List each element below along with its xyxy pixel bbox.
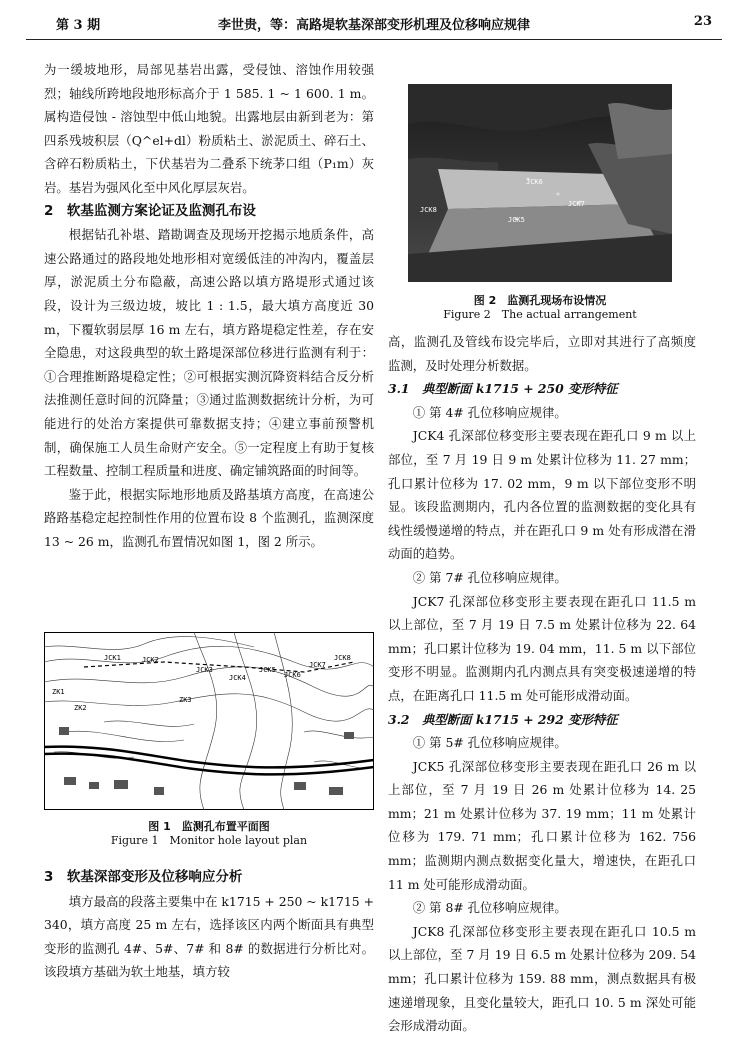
right-column <box>388 330 696 1038</box>
paragraph: 根据钻孔补堪、踏勘调查及现场开挖揭示地质条件，高速公路通过的路段地处地形相对宽缓低洼的冲沟内，覆盖层厚，淤泥质土分布隐蔽，高速公路以填方路堤形式通过该段，设计为三级边坡，坡比 1 : 1.5，最大填方高度近 30 m，下覆软弱层厚 16 m 左右，填方路堤稳定性差，存在安全隐患，对这段典型的软土路堤深部位移进行监测有利于：①合理推断路堤稳定性；②可根据实测沉降资料结合反分析法推测任意时间的沉降量；③通过监测数据统计分析，为可能进行的处治方案提供可靠数据支持；④建立事前预警机制，确保施工人员生命财产安全。⑤一定程度上有助于复核工程数量、控制工程质量和进度、确定铺筑路面的时间等。 <box>44 227 374 479</box>
map-label: JCK5 <box>259 666 276 674</box>
map-label: ZK3 <box>179 696 192 704</box>
left-column-bottom <box>44 866 374 984</box>
issue-number: 第 3 期 <box>56 18 101 33</box>
layout-plan-drawing <box>44 632 374 810</box>
photo-label: JCK8 <box>420 206 437 214</box>
running-header <box>26 10 722 36</box>
photo-label: JCK7 <box>568 200 585 208</box>
paragraph: 为一缓坡地形，局部见基岩出露，受侵蚀、溶蚀作用较强烈；轴线所跨地段地形标高介于 1 585. 1 ~ 1 600. 1 m。属构造侵蚀 - 溶蚀型中低山地貌。出露地层由新到老为：第四系残坡积层（Q^el+dl）粉质粘土、淤泥质土、碎石土、含碎石粉质粘土，下伏基岩为二叠系下统茅口组（P₁m）灰岩。基岩为强风化至中风化厚层灰岩。 <box>44 62 374 195</box>
paragraph: 鉴于此，根据实际地形地质及路基填方高度，在高速公路路基稳定起控制性作用的位置布设 8 个监测孔，监测深度 13 ~ 26 m，监测孔布置情况如图 1，图 2 所示。 <box>44 486 374 549</box>
subsection-heading: 3.2 典型断面 k1715 + 292 变形特征 <box>388 711 618 727</box>
map-label: JCK2 <box>142 656 159 664</box>
figure-1-map <box>44 632 374 810</box>
header-rule <box>26 39 722 40</box>
paragraph: 填方最高的段落主要集中在 k1715 + 250 ~ k1715 + 340，填方高度 25 m 左右，选择该区内两个断面具有典型变形的监测孔 4#、5#、7# 和 8# 的数据进行分析比对。该段填方基础为软土地基，填方较 <box>44 893 374 980</box>
map-label: ZK2 <box>74 704 87 712</box>
figure-2-photo <box>408 84 672 282</box>
section-heading: 3 软基深部变形及位移响应分析 <box>44 869 243 885</box>
map-label: ZK1 <box>52 688 65 696</box>
subsubsection-heading: ② 第 8# 孔位移响应规律。 <box>412 900 567 916</box>
photo-label: JCK5 <box>508 216 525 224</box>
caption-zh: 图 1 监测孔布置平面图 <box>148 820 270 833</box>
subsection-heading: 3.1 典型断面 k1715 + 250 变形特征 <box>388 381 618 397</box>
map-label: JCK4 <box>229 674 246 682</box>
map-label: JCK8 <box>334 654 351 662</box>
figure-2-caption <box>388 294 692 322</box>
map-label: JCK1 <box>104 654 121 662</box>
paragraph: 高，监测孔及管线布设完毕后，立即对其进行了高频度监测，及时处理分析数据。 <box>388 334 696 373</box>
photo-label: JCK6 <box>526 178 543 186</box>
subsubsection-heading: ① 第 4# 孔位移响应规律。 <box>412 404 567 420</box>
map-label: JCK3 <box>196 666 213 674</box>
paragraph: JCK4 孔深部位移变形主要表现在距孔口 9 m 以上部位，至 7 月 19 日 9 m 处累计位移为 11. 27 mm；孔口累计位移为 17. 02 mm，9 m 以下部位变形不明显。该段监测期内，孔内各位置的监测数据的变化具有线性缓慢递增的特点，并在距孔口 9 m 处有形成潜在滑动面的趋势。 <box>388 428 696 562</box>
caption-en: Figure 2 The actual arrangement <box>443 308 637 321</box>
page-number: 23 <box>693 14 712 29</box>
running-title: 李世贵，等：高路堤软基深部变形机理及位移响应规律 <box>217 18 530 33</box>
paragraph: JCK7 孔深部位移变形主要表现在距孔口 11.5 m 以上部位，至 7 月 19 日 7.5 m 处累计位移为 22. 64 mm；孔口累计位移为 19. 04 mm，11. 5 m 以下部位变形不明显。监测期内孔内测点具有突变极速递增的特点，在距离孔口 11.5 m 处可能形成滑动面。 <box>388 593 696 703</box>
paragraph: JCK5 孔深部位移变形主要表现在距孔口 26 m 以上部位，至 7 月 19 日 26 m 处累计位移为 14. 25 mm；21 m 处累计位移为 37. 19 mm；11 m 处累计位移为 179. 71 mm；孔口累计位移为 162. 756 mm；监测期内测点数据变化量大，增速快，在距孔口 11 m 处可能形成滑动面。 <box>388 758 696 892</box>
map-label: JCK6 <box>284 671 301 679</box>
paragraph: JCK8 孔深部位移变形主要表现在距孔口 10.5 m 以上部位，至 7 月 19 日 6.5 m 处累计位移为 209. 54 mm；孔口累计位移为 159. 88 mm，测点数据具有极速递增现象，且变化量较大，距孔口 10. 5 m 深处可能会形成滑动面。 <box>388 923 696 1034</box>
section-heading: 2 软基监测方案论证及监测孔布设 <box>44 202 256 219</box>
subsubsection-heading: ① 第 5# 孔位移响应规律。 <box>412 735 567 751</box>
left-column <box>44 58 374 553</box>
map-label: JCK7 <box>309 661 326 669</box>
caption-en: Figure 1 Monitor hole layout plan <box>110 834 308 847</box>
subsubsection-heading: ② 第 7# 孔位移响应规律。 <box>412 569 567 585</box>
caption-zh: 图 2 监测孔现场布设情况 <box>473 294 607 307</box>
site-photo <box>408 84 672 282</box>
figure-1-caption <box>44 820 374 848</box>
